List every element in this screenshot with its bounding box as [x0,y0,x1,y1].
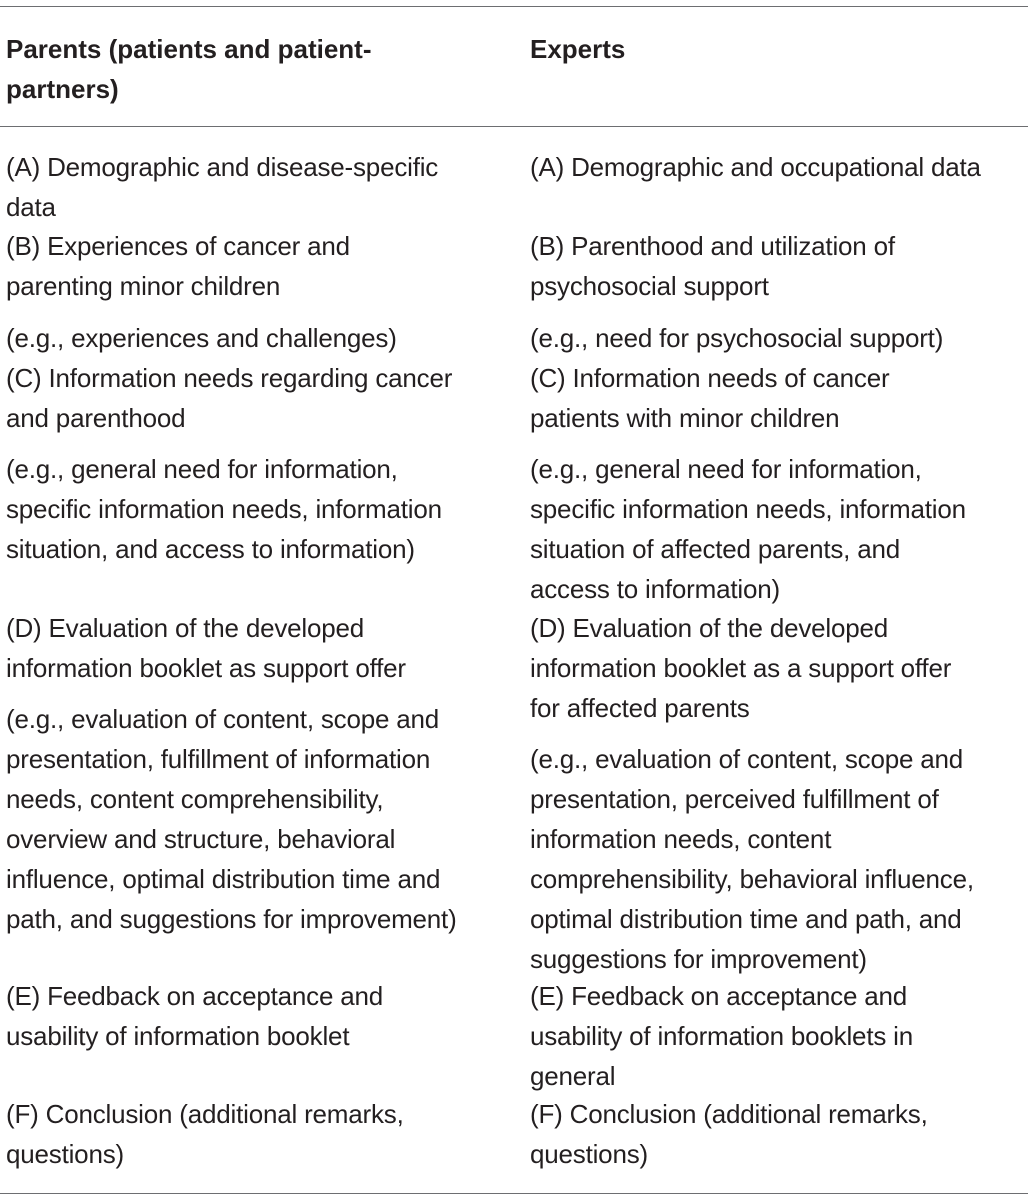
parents-item-f: (F) Conclusion (additional remarks, questions) [6,1099,404,1169]
parents-item-e: (E) Feedback on acceptance and usability of information booklet [6,981,384,1051]
experts-item-a: (A) Demographic and occupational data [530,152,981,182]
experts-item-e: (E) Feedback on acceptance and usability of information booklets in general [530,981,914,1091]
experts-column-header: Experts [530,34,626,64]
parents-item-d-examples: (e.g., evaluation of content, scope and presentation, fulfillment of information needs, content comprehensibility, overview and structure, behavioral influence, optimal distribution time and path, and suggestions for improvement) [6,704,457,934]
parents-item-b: (B) Experiences of cancer and parenting minor children [6,231,350,301]
parents-item-c-examples: (e.g., general need for information, specific information needs, information situation, and access to information) [6,454,442,564]
parents-item-c: (C) Information needs regarding cancer and parenthood [6,363,453,433]
experts-item-c-examples: (e.g., general need for information, specific information needs, information situation of affected parents, and access to information) [530,454,966,604]
experts-item-b-examples: (e.g., need for psychosocial support) [530,323,944,353]
table-bottom-rule [0,1193,1028,1194]
experts-item-d: (D) Evaluation of the developed information booklet as a support offer for affected parents [530,613,952,723]
experts-item-c: (C) Information needs of cancer patients with minor children [530,363,890,433]
table-top-rule [0,6,1028,7]
experts-item-b: (B) Parenthood and utilization of psychosocial support [530,231,895,301]
experts-item-f: (F) Conclusion (additional remarks, questions) [530,1099,928,1169]
table-header-rule [0,126,1028,127]
parents-item-a: (A) Demographic and disease-specific data [6,152,439,222]
parents-column-header: Parents (patients and patient- partners) [6,34,372,104]
parents-item-d: (D) Evaluation of the developed information booklet as support offer [6,613,406,683]
parents-item-b-examples: (e.g., experiences and challenges) [6,323,397,353]
experts-item-d-examples: (e.g., evaluation of content, scope and presentation, perceived fulfillment of information needs, content comprehensibility, behavioral influence, optimal distribution time and path, and suggestions for improvement) [530,744,974,974]
